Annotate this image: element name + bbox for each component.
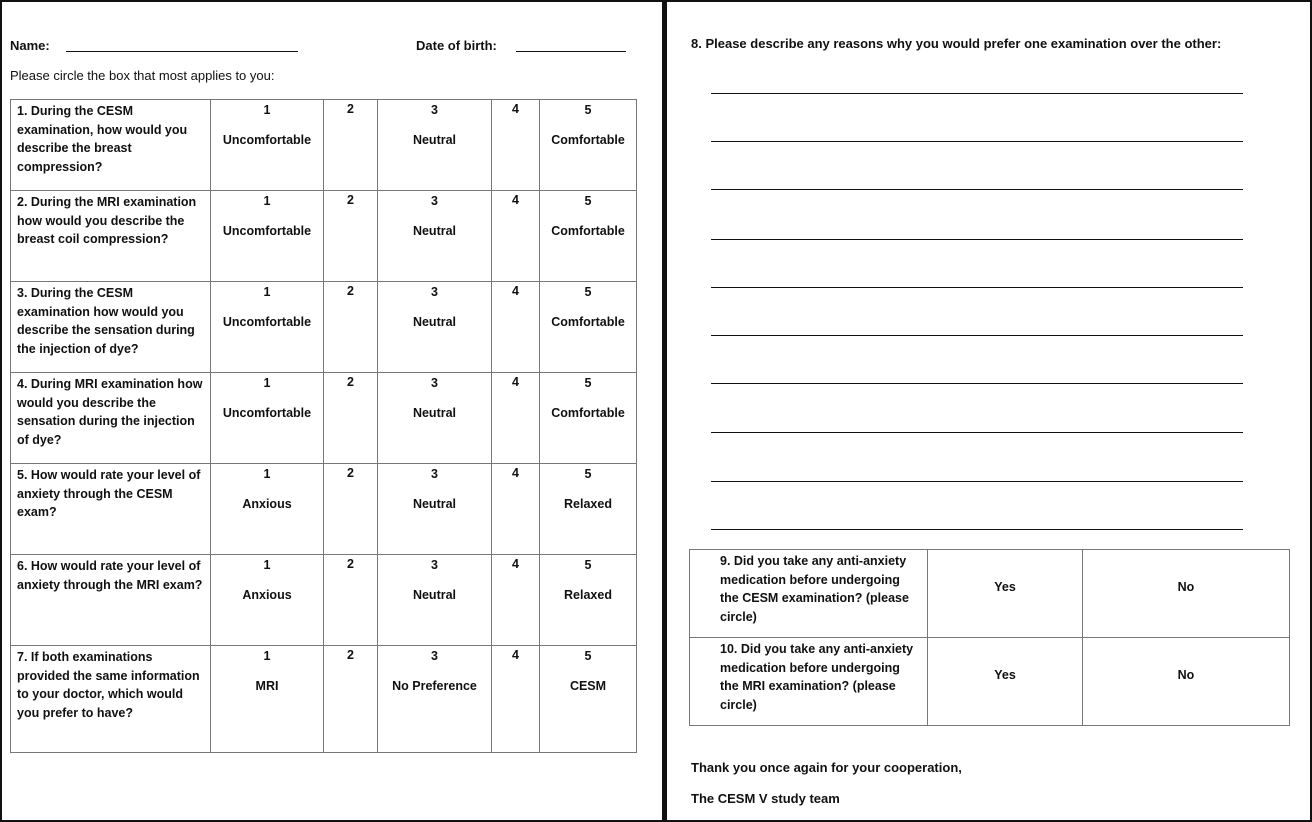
scale-option-3[interactable] bbox=[378, 555, 492, 646]
answer-line[interactable] bbox=[711, 529, 1243, 530]
scale-number: 4 bbox=[512, 102, 519, 116]
scale-number: 4 bbox=[512, 193, 519, 207]
question-text: 10. Did you take any anti-anxiety medication before undergoing the MRI examination? (please circle) bbox=[690, 638, 928, 726]
question-text: 4. During MRI examination how would you describe the sensation during the injection of dye? bbox=[11, 373, 211, 464]
scale-label: Anxious bbox=[242, 497, 292, 511]
scale-number: 4 bbox=[512, 284, 519, 298]
scale-option-4[interactable] bbox=[492, 373, 540, 464]
dob-field[interactable] bbox=[516, 51, 626, 52]
question-row bbox=[11, 100, 637, 191]
scale-label: Neutral bbox=[412, 497, 457, 511]
scale-number: 1 bbox=[263, 558, 271, 572]
question-text: 9. Did you take any anti-anxiety medication before undergoing the CESM examination? (please circle) bbox=[690, 550, 928, 638]
scale-number: 2 bbox=[347, 375, 354, 389]
scale-number: 5 bbox=[584, 558, 592, 572]
answer-line[interactable] bbox=[711, 432, 1243, 433]
scale-option-4[interactable] bbox=[492, 191, 540, 282]
scale-label: Comfortable bbox=[551, 224, 625, 238]
scale-number: 1 bbox=[263, 285, 271, 299]
scale-option-5[interactable] bbox=[540, 100, 637, 191]
yes-option[interactable]: Yes bbox=[928, 638, 1083, 726]
scale-number: 2 bbox=[347, 102, 354, 116]
scale-number: 3 bbox=[431, 467, 438, 481]
scale-option-3[interactable] bbox=[378, 191, 492, 282]
scale-option-1[interactable] bbox=[211, 646, 324, 753]
question-text: 5. How would rate your level of anxiety through the CESM exam? bbox=[11, 464, 211, 555]
yes-option[interactable]: Yes bbox=[928, 550, 1083, 638]
scale-option-2[interactable] bbox=[324, 646, 378, 753]
scale-option-2[interactable] bbox=[324, 282, 378, 373]
scale-option-5[interactable] bbox=[540, 191, 637, 282]
scale-option-1[interactable] bbox=[211, 464, 324, 555]
scale-option-3[interactable] bbox=[378, 646, 492, 753]
question-text: 2. During the MRI examination how would you describe the breast coil compression? bbox=[11, 191, 211, 282]
answer-line[interactable] bbox=[711, 189, 1243, 190]
scale-number: 4 bbox=[512, 557, 519, 571]
answer-line[interactable] bbox=[711, 335, 1243, 336]
question-text: 6. How would rate your level of anxiety through the MRI exam? bbox=[11, 555, 211, 646]
scale-number: 1 bbox=[263, 194, 271, 208]
scale-label: Neutral bbox=[412, 224, 457, 238]
answer-line[interactable] bbox=[711, 383, 1243, 384]
scale-number: 5 bbox=[584, 194, 592, 208]
questionnaire-page-right bbox=[664, 0, 1312, 822]
scale-label: MRI bbox=[255, 679, 279, 693]
scale-option-5[interactable] bbox=[540, 282, 637, 373]
scale-number: 2 bbox=[347, 193, 354, 207]
scale-number: 3 bbox=[431, 376, 438, 390]
scale-number: 5 bbox=[584, 376, 592, 390]
question-text: 7. If both examinations provided the same information to your doctor, which would you prefer to have? bbox=[11, 646, 211, 753]
scale-number: 3 bbox=[431, 194, 438, 208]
scale-option-2[interactable] bbox=[324, 373, 378, 464]
answer-line[interactable] bbox=[711, 93, 1243, 94]
scale-option-3[interactable] bbox=[378, 282, 492, 373]
rating-table bbox=[10, 99, 637, 753]
scale-option-4[interactable] bbox=[492, 100, 540, 191]
scale-option-1[interactable] bbox=[211, 191, 324, 282]
scale-label: Comfortable bbox=[551, 133, 625, 147]
scale-label: Neutral bbox=[412, 406, 457, 420]
team-signature: The CESM V study team bbox=[691, 791, 840, 806]
question-row bbox=[11, 282, 637, 373]
scale-number: 5 bbox=[584, 649, 592, 663]
scale-option-2[interactable] bbox=[324, 464, 378, 555]
scale-label: CESM bbox=[569, 679, 607, 693]
scale-number: 5 bbox=[584, 103, 592, 117]
answer-line[interactable] bbox=[711, 481, 1243, 482]
question-row bbox=[11, 646, 637, 753]
answer-line[interactable] bbox=[711, 141, 1243, 142]
scale-number: 2 bbox=[347, 284, 354, 298]
scale-label: Uncomfortable bbox=[222, 133, 312, 147]
scale-number: 4 bbox=[512, 648, 519, 662]
scale-option-1[interactable] bbox=[211, 282, 324, 373]
scale-option-5[interactable] bbox=[540, 646, 637, 753]
scale-label: Uncomfortable bbox=[222, 406, 312, 420]
scale-option-1[interactable] bbox=[211, 555, 324, 646]
thanks-text: Thank you once again for your cooperation, bbox=[691, 760, 962, 775]
scale-number: 2 bbox=[347, 648, 354, 662]
scale-option-4[interactable] bbox=[492, 464, 540, 555]
no-option[interactable]: No bbox=[1083, 638, 1290, 726]
scale-label: Neutral bbox=[412, 133, 457, 147]
scale-number: 3 bbox=[431, 285, 438, 299]
dob-label: Date of birth: bbox=[416, 38, 497, 53]
yes-no-row bbox=[690, 638, 1290, 726]
scale-option-2[interactable] bbox=[324, 191, 378, 282]
scale-option-2[interactable] bbox=[324, 555, 378, 646]
scale-option-5[interactable] bbox=[540, 464, 637, 555]
scale-label: Uncomfortable bbox=[222, 315, 312, 329]
no-option[interactable]: No bbox=[1083, 550, 1290, 638]
scale-label: Neutral bbox=[412, 315, 457, 329]
scale-label: Anxious bbox=[242, 588, 292, 602]
scale-number: 2 bbox=[347, 466, 354, 480]
instructions: Please circle the box that most applies to you: bbox=[10, 68, 275, 83]
scale-number: 4 bbox=[512, 466, 519, 480]
scale-number: 5 bbox=[584, 467, 592, 481]
scale-label: Relaxed bbox=[564, 497, 612, 511]
scale-option-5[interactable] bbox=[540, 555, 637, 646]
yes-no-row bbox=[690, 550, 1290, 638]
answer-line[interactable] bbox=[711, 239, 1243, 240]
scale-label: Neutral bbox=[412, 588, 457, 602]
scale-label: No Preference bbox=[392, 679, 477, 693]
name-label: Name: bbox=[10, 38, 50, 53]
scale-option-3[interactable] bbox=[378, 100, 492, 191]
question-row bbox=[11, 191, 637, 282]
scale-label: Comfortable bbox=[551, 315, 625, 329]
scale-option-3[interactable] bbox=[378, 464, 492, 555]
scale-number: 1 bbox=[263, 467, 271, 481]
scale-number: 1 bbox=[263, 103, 271, 117]
yes-no-table bbox=[689, 549, 1290, 726]
scale-option-4[interactable] bbox=[492, 282, 540, 373]
scale-option-2[interactable] bbox=[324, 100, 378, 191]
question-text: 3. During the CESM examination how would you describe the sensation during the injection of dye? bbox=[11, 282, 211, 373]
scale-number: 2 bbox=[347, 557, 354, 571]
scale-number: 4 bbox=[512, 375, 519, 389]
scale-label: Relaxed bbox=[564, 588, 612, 602]
scale-option-4[interactable] bbox=[492, 555, 540, 646]
answer-line[interactable] bbox=[711, 287, 1243, 288]
question-row bbox=[11, 464, 637, 555]
scale-label: Comfortable bbox=[551, 406, 625, 420]
scale-number: 1 bbox=[263, 376, 271, 390]
scale-number: 1 bbox=[263, 649, 271, 663]
scale-number: 5 bbox=[584, 285, 592, 299]
scale-label: Uncomfortable bbox=[222, 224, 312, 238]
scale-option-1[interactable] bbox=[211, 100, 324, 191]
question-row bbox=[11, 555, 637, 646]
scale-option-1[interactable] bbox=[211, 373, 324, 464]
scale-number: 3 bbox=[431, 558, 438, 572]
scale-option-5[interactable] bbox=[540, 373, 637, 464]
name-field[interactable] bbox=[66, 51, 298, 52]
scale-number: 3 bbox=[431, 649, 438, 663]
question-text: 1. During the CESM examination, how would you describe the breast compression? bbox=[11, 100, 211, 191]
scale-option-4[interactable] bbox=[492, 646, 540, 753]
question-row bbox=[11, 373, 637, 464]
scale-number: 3 bbox=[431, 103, 438, 117]
scale-option-3[interactable] bbox=[378, 373, 492, 464]
q8-title: 8. Please describe any reasons why you would prefer one examination over the other: bbox=[691, 36, 1222, 51]
